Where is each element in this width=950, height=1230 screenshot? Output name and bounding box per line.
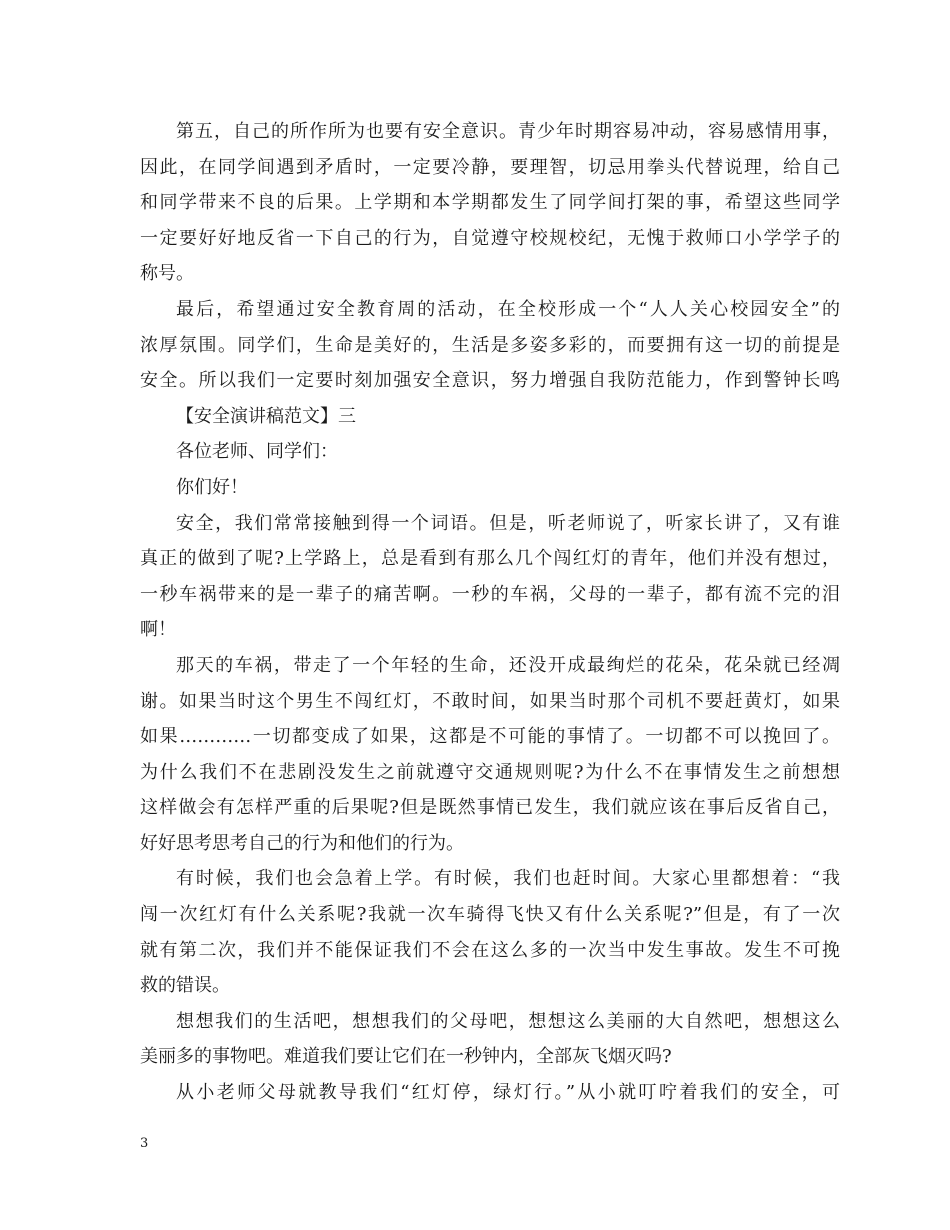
text-line: 从小老师父母就教导我们“红灯停，绿灯行。”从小就叮咛着我们的安全，可 — [176, 1082, 840, 1104]
text-line: 想想我们的生活吧，想想我们的父母吧，想想这么美丽的大自然吧，想想这么 — [176, 1010, 840, 1032]
text-line: 最后，希望通过安全教育周的活动，在全校形成一个“人人关心校园安全”的 — [176, 298, 840, 320]
text-line: 你们好！ — [176, 476, 248, 498]
text-line: 有时候，我们也会急着上学。有时候，我们也赶时间。大家心里都想着：“我 — [176, 868, 840, 890]
text-line: 好好思考思考自己的行为和他们的行为。 — [140, 832, 464, 854]
text-line: 称号。 — [140, 263, 194, 285]
text-line: 安全，我们常常接触到得一个词语。但是，听老师说了，听家长讲了，又有谁 — [176, 512, 840, 534]
text-line: 为什么我们不在悲剧没发生之前就遵守交通规则呢?为什么不在事情发生之前想想 — [140, 761, 840, 783]
text-line: 救的错误。 — [140, 975, 230, 997]
text-line: 安全。所以我们一定要时刻加强安全意识，努力增强自我防范能力，作到警钟长鸣 — [140, 370, 840, 392]
document-body — [140, 114, 840, 1111]
text-line: 美丽多的事物吧。难道我们要让它们在一秒钟内，全部灰飞烟灭吗? — [140, 1046, 672, 1068]
text-line: 谢。如果当时这个男生不闯红灯，不敢时间，如果当时那个司机不要赶黄灯，如果 — [140, 690, 840, 712]
text-line: 一定要好好地反省一下自己的行为，自觉遵守校规校纪，无愧于救师口小学学子的 — [140, 227, 840, 249]
text-line: 因此，在同学间遇到矛盾时，一定要冷静，要理智，切忌用拳头代替说理，给自己 — [140, 156, 840, 178]
text-line: 那天的车祸，带走了一个年轻的生命，还没开成最绚烂的花朵，花朵就已经凋 — [176, 654, 840, 676]
text-line: 闯一次红灯有什么关系呢?我就一次车骑得飞快又有什么关系呢?”但是，有了一次 — [140, 904, 840, 926]
text-line: 这样做会有怎样严重的后果呢?但是既然事情已发生，我们就应该在事后反省自己， — [140, 797, 840, 819]
text-line: 第五，自己的所作所为也要有安全意识。青少年时期容易冲动，容易感情用事， — [176, 121, 840, 142]
text-line: 【安全演讲稿范文】三 — [176, 405, 356, 427]
text-line: 浓厚氛围。同学们，生命是美好的，生活是多姿多彩的，而要拥有这一切的前提是 — [140, 334, 840, 356]
text-line: 如果…………一切都变成了如果，这都是不可能的事情了。一切都不可以挽回了。 — [140, 726, 840, 748]
text-line: 就有第二次，我们并不能保证我们不会在这么多的一次当中发生事故。发生不可挽 — [140, 939, 840, 961]
text-line: 啊！ — [140, 619, 176, 641]
text-line: 和同学带来不良的后果。上学期和本学期都发生了同学间打架的事，希望这些同学 — [140, 192, 840, 214]
text-line: 一秒车祸带来的是一辈子的痛苦啊。一秒的车祸，父母的一辈子，都有流不完的泪 — [140, 583, 840, 605]
text-line: 真正的做到了呢?上学路上，总是看到有那么几个闯红灯的青年，他们并没有想过， — [140, 548, 840, 570]
page-number: 3 — [140, 1136, 149, 1151]
text-line: 各位老师、同学们： — [176, 441, 338, 463]
